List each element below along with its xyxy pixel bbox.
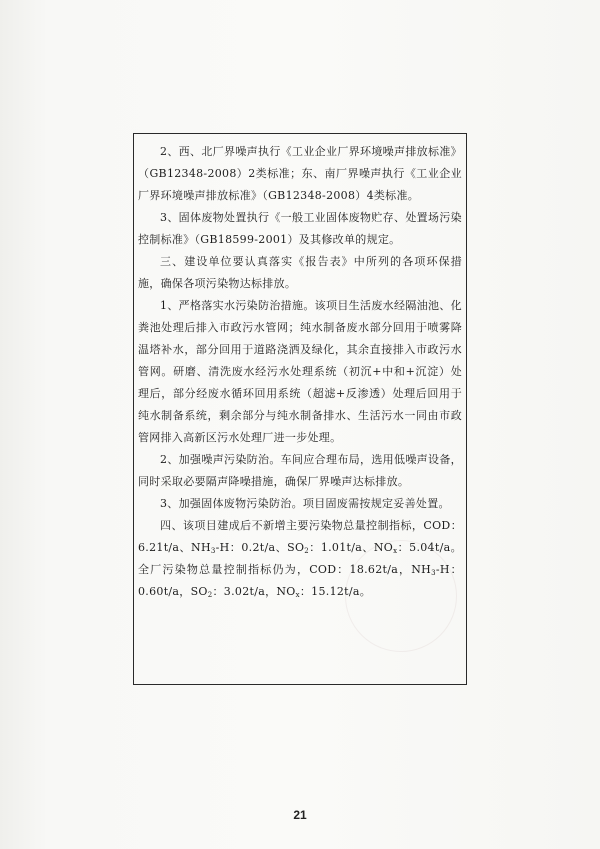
subscript: 2 [207, 591, 213, 599]
paragraph-p5 [138, 449, 462, 493]
paragraph-p2 [138, 207, 462, 251]
text-run: 3、固体废物处置执行《一般工业固体废物贮存、处置场污染控制标准》（GB18599-2001）及其修改单的规定。 [138, 211, 462, 246]
approval-text-body [138, 141, 462, 603]
subscript: x [393, 547, 398, 555]
text-run: 四、该项目建成后不新增主要污染物总量控制指标，COD：6.21t/a、NH [138, 519, 462, 554]
paragraph-p3 [138, 251, 462, 295]
text-run: -H：0.2t/a、SO [215, 541, 305, 554]
paragraph-p7 [138, 515, 462, 603]
text-run: ：3.02t/a，NO [212, 585, 296, 598]
text-run: 2、加强噪声污染防治。车间应合理布局，选用低噪声设备，同时采取必要隔声降噪措施，确保厂界噪声达标排放。 [138, 453, 462, 488]
text-run: -H：0.60t/a，SO [138, 563, 462, 598]
text-run: 1、严格落实水污染防治措施。该项目生活废水经隔油池、化粪池处理后排入市政污水管网；纯水制备废水部分回用于喷雾降温塔补水，部分回用于道路浇洒及绿化，其余直接排入市政污水管网。研磨、清洗废水经污水处理系统（初沉+中和+沉淀）处理后，部分经废水循环回用系统（超滤+反渗透）处理后回用于纯水制备系统，剩余部分与纯水制备排水、生活污水一同由市政管网排入高新区污水处理厂进一步处理。 [138, 299, 462, 444]
subscript: 3 [210, 547, 216, 555]
text-run: 三、建设单位要认真落实《报告表》中所列的各项环保措施，确保各项污染物达标排放。 [138, 255, 462, 290]
page-number: 21 [293, 808, 307, 822]
subscript: 2 [304, 547, 310, 555]
text-run: ：5.04t/a。全厂污染物总量控制指标仍为，COD：18.62t/a，NH [138, 541, 462, 576]
text-run: ：1.01t/a、NO [309, 541, 394, 554]
subscript: x [295, 591, 300, 599]
paragraph-p1 [138, 141, 462, 207]
paragraph-p6 [138, 493, 462, 515]
paragraph-p4 [138, 295, 462, 449]
text-run: ：15.12t/a。 [299, 585, 372, 598]
text-run: 2、西、北厂界噪声执行《工业企业厂界环境噪声排放标准》（GB12348-2008）2类标准；东、南厂界噪声执行《工业企业厂界环境噪声排放标准》（GB12348-2008）4类标准。 [138, 145, 462, 202]
text-run: 3、加强固体废物污染防治。项目固废需按规定妥善处置。 [160, 497, 450, 510]
subscript: 3 [431, 569, 436, 577]
